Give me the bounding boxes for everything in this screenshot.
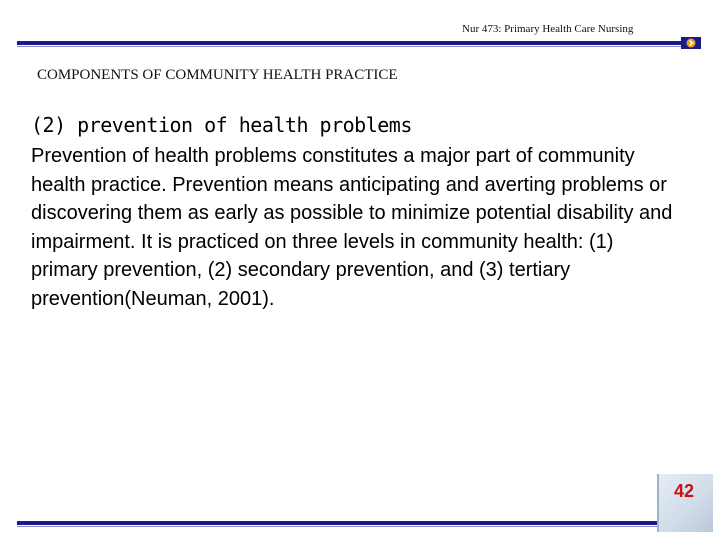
header-rule-thin xyxy=(17,46,689,47)
course-title: Nur 473: Primary Health Care Nursing xyxy=(462,23,634,35)
body-paragraph: Prevention of health problems constitutes a major part of community health practice. Prevention means anticipating and averting problems or discovering them as early as possible to minimize potential disability and impairment. It is practiced on three levels in community health: (1) primary prevention, (2) secondary prevention, and (3) tertiary prevention(Neuman, 2001). xyxy=(31,145,673,310)
header-rule xyxy=(17,41,689,45)
subheading: (2) prevention of health problems xyxy=(31,113,412,137)
footer-rule xyxy=(17,521,657,525)
footer-rule-thin xyxy=(17,526,657,527)
page-number: 42 xyxy=(673,481,695,501)
arrow-bullet-icon xyxy=(681,37,701,49)
section-title: COMPONENTS OF COMMUNITY HEALTH PRACTICE xyxy=(37,67,398,83)
